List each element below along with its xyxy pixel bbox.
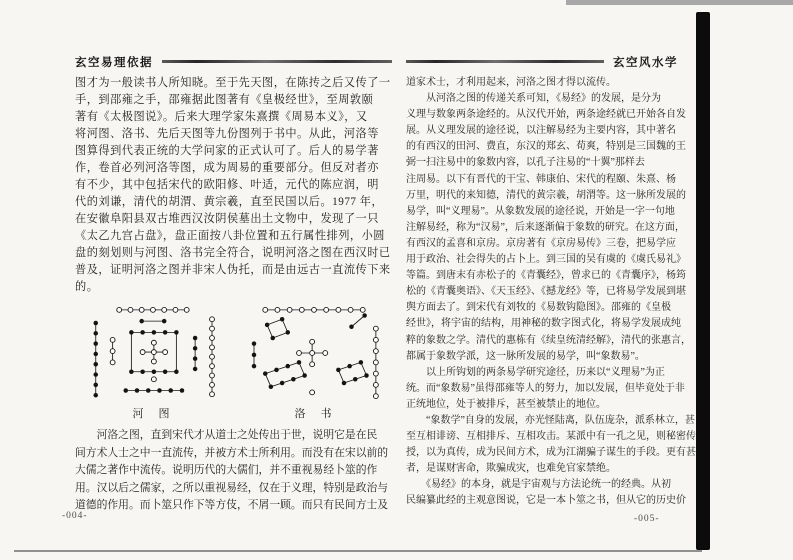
right-page-number: -005- (634, 514, 660, 524)
right-page (406, 54, 696, 510)
text-line: 手，到邵雍之手，邵雍据此图著有《皇极经世》，至周敦颐 (75, 94, 374, 106)
hetu-label: 河 图 (132, 408, 172, 420)
text-line: 粹的象数之学。清代的惠栋有《续皇统清经解》，清代的张惠言， (406, 334, 691, 346)
text-line: 图才为一般读书人所知晓。至于先天图，在陈抟之后又传了一 (75, 77, 391, 89)
text-line: 代的刘谦，清代的胡渭、黄宗羲，直至民国以后。1977 年， (75, 196, 384, 208)
text-line: 正统地位，处于被排斥，甚至被禁止的地位。 (406, 398, 606, 410)
left-body-text (75, 75, 392, 296)
text-line: 者，是谋财害命，欺骗成灾，也难免官家禁绝。 (406, 463, 616, 475)
text-line: 《太乙九宫占盘》，盘正面按八卦位置和五行属性排列，小圆 (75, 230, 385, 242)
hetu-diagram (77, 304, 227, 402)
text-line: 河洛之图，直到宋代才从道士之处传出于世，说明它是在民 (75, 429, 378, 441)
text-line: 用于政治、社会得失的占卜上。到三国的吴有虞的《虞氏易礼》 (406, 254, 686, 266)
text-line: 道家术士，才利用起来，河洛之图才得以流传。 (406, 77, 616, 88)
text-line: 从河洛之图的传递关系可知，《易经》的发展，是分为 (406, 93, 661, 105)
text-line: 普及，证明河洛之图并非宋人伪托，而是由远古一直流传下来 (75, 264, 391, 276)
text-line: “象数学”自身的发展，亦光怪陆离，队伍庞杂，派系林立，甚 (406, 414, 695, 426)
text-line: 义理与数象两条途经的。从汉代开始，两条途经就已开始各自发 (406, 109, 686, 121)
hetu-figure (77, 304, 227, 422)
scan-edge-smudge (566, 0, 793, 5)
text-line: 等篇。到唐末有赤松子的《青囊经》，曾求已的《青囊序》，杨筠 (406, 270, 686, 282)
text-line: 间方术人士之中一直流传，并被方术士所利用。而没有在宋以前的 (75, 446, 389, 459)
text-line: 经世》，将宇宙的结构，用神秘的数字图式化，将易学发展成纯 (406, 318, 681, 330)
text-line: 有不少，其中包括宋代的欧阳修、叶适，元代的陈应润，明 (75, 179, 379, 191)
luoshu-diagram (239, 304, 389, 402)
left-header-title: 玄空易理依据 (75, 56, 153, 69)
right-header-rule (406, 60, 604, 63)
text-line: 著有《太极图说》。后来大理学家朱熹撰《周易本义》，又 (75, 111, 368, 123)
text-line: 图算得到代表正统的大学问家的正式认可了。后人的易学著 (75, 145, 379, 157)
text-line: 有西汉的孟喜和京房。京房著有《京房易传》三卷，把易学应 (406, 237, 676, 249)
scan-bottom-shadow (14, 550, 702, 552)
text-line: 弼一扫注易中的象数内容，以孔子注易的“十翼”那样去 (406, 157, 645, 169)
right-running-head (406, 54, 696, 69)
text-line: 大儒之著作中流传。说明历代的大儒们，并不重视易经卜筮的作 (75, 464, 378, 476)
text-line: 作，卷首必列河洛等图，成为周易的重要部分。但反对者亦 (75, 162, 379, 174)
text-line: 道德的作用。而卜筮只作下等方伎，不屑一顾。而只有民间方士及 (75, 499, 389, 511)
hetu-luoshu-figure (75, 304, 392, 422)
text-line: 的有西汉的田河、费直，东汉的郑玄、荀爽，特别是三国魏的王 (406, 141, 686, 153)
left-header-rule (162, 60, 392, 63)
text-line: 以上所钩划的两条易学研究途径，历来以“义理易”为正 (406, 366, 665, 378)
right-header-title: 玄空风水学 (613, 56, 678, 69)
luoshu-figure (239, 304, 389, 422)
text-line: 注周易。以下有晋代的干宝、韩康伯、宋代的程颐、朱熹、杨 (406, 173, 676, 185)
page-edge-shadow (696, 12, 710, 550)
text-line: 松的《青囊奥语》、《天玉经》、《撼龙经》等，已将易学发展到堪 (406, 286, 686, 298)
text-line: 的。 (75, 281, 99, 293)
left-bottom-paragraph (75, 427, 392, 515)
right-body-text (406, 75, 696, 510)
text-line: 注解易经，称为“汉易”，后来逐渐偏于象数的研究。在这方面， (406, 221, 685, 233)
text-line: 用。汉以后之儒家，之所以重视易经，仅在于义理，特别是政治与 (75, 481, 389, 494)
text-line: 将河图、洛书、先后天图等九份图列于书中。从此，河洛等 (75, 128, 379, 140)
left-page-number: -004- (62, 511, 88, 521)
left-running-head (75, 54, 392, 69)
text-line: 至互相诽谤、互相排斥、互相攻击。某派中有一孔之见，则秘密传 (406, 431, 696, 443)
text-line: 在安徽阜阳县双古堆西汉汝阴侯墓出土文物中，发现了一只 (75, 213, 379, 225)
text-line: 盘的刻划则与河图、洛书完全符合，说明河洛之图在西汉时已 (75, 247, 391, 259)
luoshu-label: 洛 书 (294, 408, 334, 420)
text-line: 民编纂此经的主观意图说，它是一本卜筮之书，但从它的历史价 (406, 495, 686, 507)
left-page (75, 54, 392, 515)
text-line: 统。而“象数易”虽得邵雍等人的努力，加以发展，但毕竟处于非 (406, 382, 685, 394)
text-line: 《易经》的本身，就是宇宙观与方法论统一的经典。从初 (406, 479, 671, 491)
text-line: 展。从义理发展的途径说，以注解易经为主要内容，其中著名 (406, 125, 676, 137)
text-line: 授，以为真传，成为民间方术，成为江湖骗子谋生的手段。更有甚 (406, 447, 696, 459)
text-line: 万里，明代的来知德，清代的黄宗羲，胡渭等。这一脉所发展的 (406, 189, 686, 201)
text-line: 都属于象数学派，这一脉所发展的易学，叫“象数易”。 (406, 350, 645, 362)
text-line: 舆方面去了。到宋代有刘牧的《易数钩隐图》。邵雍的《皇极 (406, 302, 671, 314)
text-line: 易学，叫“义理易”。从象数发展的途径说，开始是一字一句地 (406, 205, 675, 217)
